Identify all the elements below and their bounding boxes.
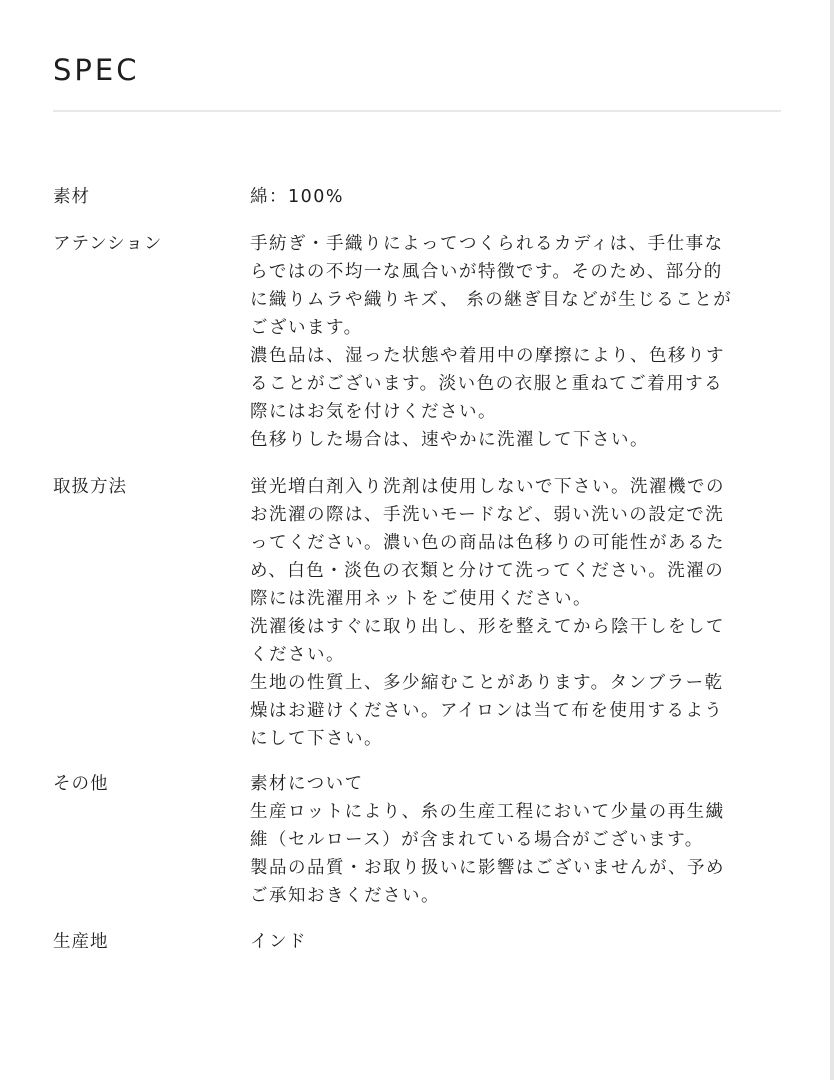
spec-label-care: 取扱方法 <box>53 477 127 497</box>
spec-value-line: に織りムラや織りキズ、 糸の継ぎ目などが生じることが <box>250 290 733 310</box>
spec-value-attention <box>250 230 780 454</box>
spec-value-origin <box>250 928 780 956</box>
spec-value-line: 燥はお避けください。アイロンは当て布を使用するよう <box>250 701 724 721</box>
spec-value-line: 際には洗濯用ネットをご使用ください。 <box>250 589 592 609</box>
spec-value-line: 色移りした場合は、速やかに洗濯して下さい。 <box>250 430 649 450</box>
spec-value-line: 素材について <box>250 774 364 794</box>
spec-row-attention <box>53 230 783 473</box>
spec-value-line: インド <box>250 932 307 952</box>
title-divider <box>53 110 781 112</box>
spec-value-line: ご承知おきください。 <box>250 886 440 906</box>
spec-value-line: 洗濯後はすぐに取り出し、形を整えてから陰干しをして <box>250 617 725 637</box>
spec-value-line: め、白色・淡色の衣類と分けて洗ってください。洗濯の <box>250 561 725 581</box>
spec-value-line: 濃色品は、湿った状態や着用中の摩擦により、色移りす <box>250 346 725 366</box>
spec-value-line: 綿：100% <box>250 187 345 207</box>
spec-value-line: にして下さい。 <box>250 729 383 749</box>
spec-label-origin: 生産地 <box>53 932 109 952</box>
spec-value-line: 手紡ぎ・手織りによってつくられるカディは、手仕事な <box>250 234 724 254</box>
spec-value-line: らではの不均一な風合いが特徴です。そのため、部分的 <box>250 262 723 282</box>
page-title: SPEC <box>53 53 140 87</box>
spec-value-line: 製品の品質・お取り扱いに影響はございませんが、予め <box>250 858 725 878</box>
spec-row-origin <box>53 928 783 958</box>
spec-label-attention: アテンション <box>53 234 163 254</box>
spec-label-material: 素材 <box>53 187 90 207</box>
spec-value-line: ってください。濃い色の商品は色移りの可能性があるた <box>250 533 725 553</box>
spec-value-line: 生産ロットにより、糸の生産工程において少量の再生繊 <box>250 802 725 822</box>
spec-row-other <box>53 770 783 928</box>
spec-value-other <box>250 770 780 910</box>
spec-value-line: 維（セルロース）が含まれている場合がございます。 <box>250 830 704 850</box>
spec-value-line: 生地の性質上、多少縮むことがあります。タンブラー乾 <box>250 673 724 693</box>
spec-value-line: 際にはお気を付けください。 <box>250 402 497 422</box>
spec-value-line: ございます。 <box>250 318 363 338</box>
spec-value-care <box>250 473 780 753</box>
spec-table <box>53 183 783 958</box>
spec-value-line: お洗濯の際は、手洗いモードなど、弱い洗いの設定で洗 <box>250 505 725 525</box>
spec-row-material <box>53 183 783 230</box>
spec-value-material <box>250 183 780 211</box>
spec-value-line: ることがございます。淡い色の衣服と重ねてご着用する <box>250 374 724 394</box>
right-edge-strip <box>830 0 834 1080</box>
spec-label-other: その他 <box>53 774 109 794</box>
spec-row-care <box>53 473 783 770</box>
spec-value-line: ください。 <box>250 645 345 665</box>
spec-value-line: 蛍光増白剤入り洗剤は使用しないで下さい。洗濯機での <box>250 477 725 497</box>
